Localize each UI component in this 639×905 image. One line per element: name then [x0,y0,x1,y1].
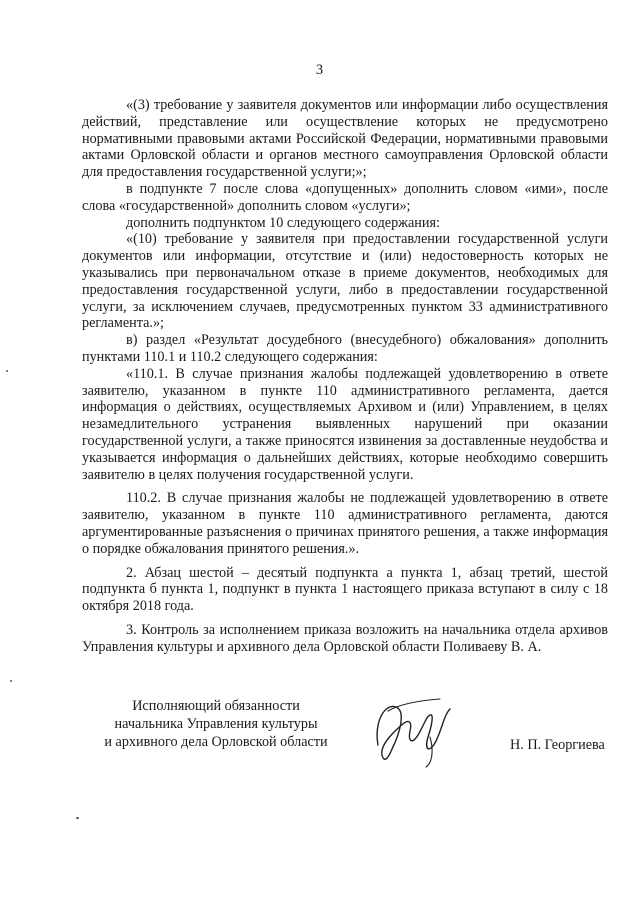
signer-title-line-1: Исполняющий обязанности [132,698,300,714]
scan-speck [6,370,8,372]
paragraph-add-subpoint-10: дополнить подпунктом 10 следующего содержания: [126,214,440,231]
paragraph-110-1: «110.1. В случае признания жалобы подлежащей удовлетворению в ответе заявителю, указанном в пункте 110 административного регламента, дается информация о действиях, осуществляемых Архивом и (или) Управлением, в целях незамедлительного устранения выявленных нарушений при оказании государственной услуги, а также приносятся извинения за доставленные неудобства и указывается информация о дальнейших действиях, которые необходимо совершить заявителю в целях получения государственной услуги. [82,365,608,483]
signer-name: Н. П. Георгиева [510,737,605,753]
paragraph-item-3: «(3) требование у заявителя документов или информации либо осуществления действий, представление или осуществление которых не предусмотрено нормативными правовыми актами Российской Федерации, нормативными правовыми актами Орловской области и органов местного самоуправления Орловской области для предоставления государственной услуги;»; [82,97,608,181]
document-body [82,97,608,656]
signer-title-line-2: начальника Управления культуры [114,716,318,732]
signer-title-line-3: и архивного дела Орловской области [104,734,328,750]
paragraph-item-10: «(10) требование у заявителя при предоставлении государственной услуги документов или информации, отсутствие и (или) недостоверность которых не указывались при первоначальном отказе в приеме документов, необходимых для предоставления государственной услуги, либо в предоставлении государственной услуги, за исключением случаев, предусмотренных пунктом 33 административного регламента.»; [82,231,608,332]
handwritten-signature [370,693,460,771]
scan-speck [10,680,12,682]
paragraph-point-2: 2. Абзац шестой – десятый подпункта а пункта 1, абзац третий, шестой подпункта б пункта 1, подпункт в пункта 1 настоящего приказа вступают в силу с 18 октября 2018 года. [82,564,608,615]
signature-block [0,697,639,777]
paragraph-subpoint-7: в подпункте 7 после слова «допущенных» дополнить словом «ими», после слова «государственной» дополнить словом «услуги»; [82,180,608,214]
paragraph-110-2: 110.2. В случае признания жалобы не подлежащей удовлетворению в ответе заявителю, указанном в пункте 110 административного регламента, даются аргументированные разъяснения о причинах принятого решения, а также информация о порядке обжалования принятого решения.». [82,490,608,557]
scan-speck [76,817,79,819]
page-number: 3 [315,62,324,78]
paragraph-point-3: 3. Контроль за исполнением приказа возложить на начальника отдела архивов Управления культуры и архивного дела Орловской области Поливаеву В. А. [82,621,608,655]
paragraph-section-result: в) раздел «Результат досудебного (внесудебного) обжалования» дополнить пунктами 110.1 и 110.2 следующего содержания: [82,332,608,365]
signer-title [96,697,336,751]
